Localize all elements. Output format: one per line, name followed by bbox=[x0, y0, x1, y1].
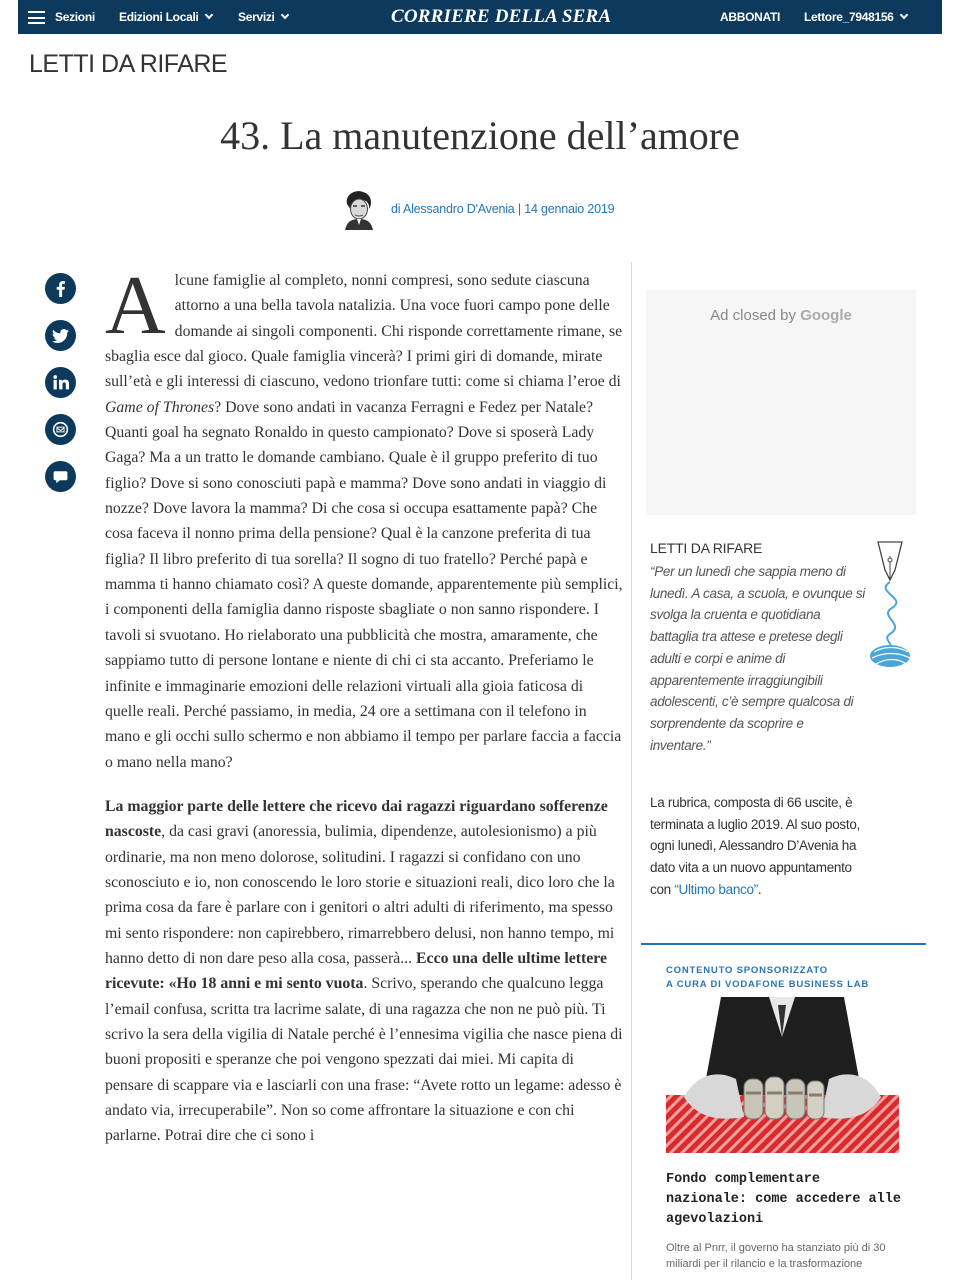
services-menu[interactable] bbox=[238, 0, 288, 34]
bold-text: La maggior parte delle lettere che ricevo dai ragazzi riguardano sofferenze nascoste bbox=[105, 797, 608, 841]
sponsored-article-title[interactable]: Fondo complementare nazionale: come accedere alle agevolazioni bbox=[666, 1172, 901, 1227]
rubrica-desc-end: . bbox=[757, 881, 762, 897]
paragraph-text: . Scrivo, sperando che qualcuno legga l’email confusa, scritta tra lacrime salate, di una ragazza che non ne può più. Ti scrivo la sera della vigilia di Natale perché è l’ennesima vigilia che nasce piena di buoni propositi e speranze che poi vengono spezzati dai miei. Mi capita di pensare di scappare via e lasciarli con una frase: “Avete rotto un legame: adesso è andato via, irrecuperabile”. Non so come affrontare la situazione e con chi parlarne. Potrai dire che ci sono i bbox=[105, 975, 623, 1145]
drop-cap: A bbox=[105, 259, 166, 352]
twitter-icon bbox=[52, 327, 69, 344]
local-editions-menu[interactable] bbox=[119, 0, 212, 34]
comment-button[interactable] bbox=[45, 461, 76, 492]
email-icon bbox=[52, 421, 69, 438]
services-label: Servizi bbox=[238, 10, 275, 24]
section-title[interactable]: LETTI DA RIFARE bbox=[29, 50, 228, 78]
sponsored-line-1: CONTENUTO SPONSORIZZATO bbox=[666, 965, 828, 976]
share-facebook-button[interactable] bbox=[45, 273, 76, 304]
ad-slot bbox=[646, 290, 916, 515]
menu-icon bbox=[28, 11, 45, 24]
local-editions-label: Edizioni Locali bbox=[119, 10, 199, 24]
chevron-down-icon bbox=[899, 11, 907, 19]
chevron-down-icon bbox=[280, 11, 288, 19]
sections-label: Sezioni bbox=[55, 10, 95, 24]
article-paragraph bbox=[105, 794, 623, 1149]
subscribe-link[interactable]: ABBONATI bbox=[720, 10, 781, 24]
article-date: 14 gennaio 2019 bbox=[524, 202, 615, 216]
ad-text: Ad closed by bbox=[710, 307, 797, 324]
sponsored-label bbox=[666, 964, 869, 992]
share-linkedin-button[interactable] bbox=[45, 367, 76, 398]
byline-text bbox=[391, 202, 614, 216]
rubrica-quote: “Per un lunedì che sappia meno di lunedì. A casa, a scuola, e ovunque si svolga la cruenta e quotidiana battaglia tra attese e pretese degli adulti e corpi e anime di apparentemente irraggiungibili adolescenti, c’è sempre qualcosa di sorprendente da scoprire e inventare.” bbox=[650, 564, 865, 753]
sponsored-image[interactable] bbox=[666, 997, 899, 1153]
byline-separator: | bbox=[517, 202, 521, 216]
comment-icon bbox=[52, 468, 69, 485]
paragraph-text: , da casi gravi (anoressia, bulimia, dipendenze, autolesionismo) a più ordinarie, ma non meno dolorose, solitudini. I ragazzi si confidano con uno sconosciuto e io, non conoscendo le loro storie e situazioni reali, dico loro che la prima cosa da fare è parlare con i genitori o altri adulti di riferimento, ma spesso mi sento rispondere: non capirebbero, rimarrebbero delusi, non hanno tempo, mi hanno detto di non dare peso alla cosa, passerà... bbox=[105, 823, 615, 967]
site-logo[interactable]: CORRIERE DELLA SERA bbox=[391, 6, 612, 27]
rubrica-desc-text: La rubrica, composta di 66 uscite, è terminata a luglio 2019. Al suo posto, ogni lunedì, Alessandro D’Avenia ha dato vita a un nuovo appuntamento con bbox=[650, 795, 860, 897]
ad-closed-notice bbox=[646, 307, 916, 324]
byline-prefix: di bbox=[391, 202, 401, 216]
article-title: 43. La manutenzione dell’amore bbox=[220, 113, 740, 158]
rubrica-title: LETTI DA RIFARE bbox=[650, 540, 763, 556]
bold-text: Ecco una delle ultime lettere ricevute: «Ho 18 anni e mi sento vuota bbox=[105, 949, 607, 993]
paragraph-text: lcune famiglie al completo, nonni compresi, sono sedute ciascuna attorno a una bella tavola natalizia. Una voce fuori campo pone delle domande ai singoli componenti. Chi risponde correttamente rimane, se sbaglia esce dal gioco. Quale famiglia vincerà? I primi giri di domande, mirate sull’età e gli interessi di ciascuno, vedono trionfare tutti: come si chiama l’eroe di bbox=[105, 272, 623, 391]
article-paragraph bbox=[105, 259, 623, 775]
ultimo-banco-link[interactable]: “Ultimo banco” bbox=[674, 881, 758, 897]
user-account-menu[interactable] bbox=[804, 0, 907, 34]
rubrica-description bbox=[650, 792, 865, 901]
article-body bbox=[105, 259, 623, 1168]
sidebar-divider bbox=[641, 943, 926, 945]
author-link[interactable]: Alessandro D'Avenia bbox=[402, 202, 515, 216]
pen-yarn-illustration bbox=[864, 540, 920, 670]
top-navigation-bar bbox=[18, 0, 942, 34]
share-email-button[interactable] bbox=[45, 414, 76, 445]
facebook-icon bbox=[52, 280, 69, 297]
italic-title: Game of Thrones bbox=[105, 398, 215, 416]
linkedin-icon bbox=[52, 374, 69, 391]
user-name: Lettore_7948156 bbox=[804, 10, 894, 24]
author-avatar bbox=[340, 188, 376, 230]
column-divider bbox=[631, 262, 632, 1280]
ad-brand: Google bbox=[800, 307, 852, 324]
share-twitter-button[interactable] bbox=[45, 320, 76, 351]
sponsored-article-summary: Oltre al Pnrr, il governo ha stanziato più di 30 miliardi per il rilancio e la trasformazione bbox=[666, 1242, 886, 1270]
paragraph-text: ? Dove sono andati in vacanza Ferragni e Fedez per Natale? Quanti goal ha segnato Ronaldo in questo campionato? Dove si sposerà Lady Gaga? Ma a un tratto le domande cambiano. Quale è il gruppo preferito di tuo figlio? Dove si sono conosciuti papà e mamma? Dove sono andati in viaggio di nozze? Dove lavora la mamma? Di che cosa si occupa esattamente papà? Che cosa faceva il nonno prima della pensione? Qual è la canzone preferita di tua figlia? Il libro preferito di tua sorella? Il sogno di tuo fratello? Perché papà e mamma ti hanno chiamato così? A queste domande, apparentemente più semplici, i componenti della famiglia danno risposte sbagliate o non sanno rispondere. I tavoli si svuotano. Ho rielaborato una pubblicità che mostra, amaramente, che sappiamo tutto di persone lontane e niente di chi ci sta accanto. Preferiamo le infinite e immaginarie emozioni delle relazioni virtuali alla gioia faticosa di quelle reali. Perché passiamo, in media, 24 ore a settimana con il telefono in mano e gli occhi sullo schermo e non abbiamo il tempo per parlare faccia a faccia o mano nella mano? bbox=[105, 398, 623, 771]
sponsored-line-2: A CURA DI VODAFONE BUSINESS LAB bbox=[666, 979, 870, 990]
chevron-down-icon bbox=[204, 11, 212, 19]
